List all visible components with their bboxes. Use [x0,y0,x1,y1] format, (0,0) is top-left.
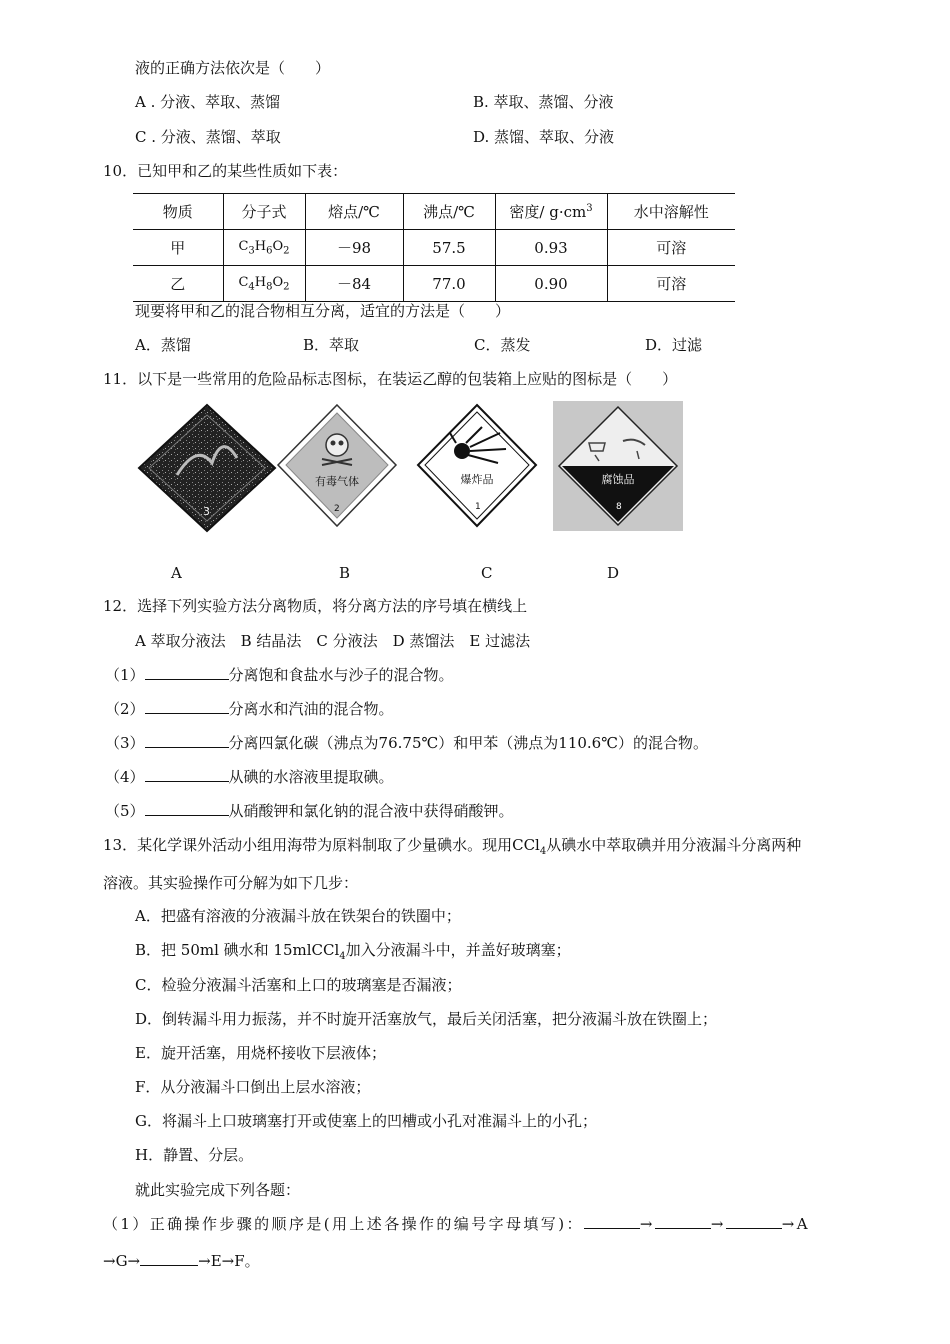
answer-blank[interactable] [584,1214,640,1229]
q12-item-2: （2） 分离水和汽油的混合物。 [105,700,394,718]
q9-option-b: B. 萃取、蒸馏、分液 [473,93,614,111]
q12-stem: 12．选择下列实验方法分离物质，将分离方法的序号填在横线上 [103,597,528,615]
cell-solubility: 可溶 [607,266,735,302]
q12-item-3: （3） 分离四氯化碳（沸点为76.75℃）和甲苯（沸点为110.6℃）的混合物。 [105,734,708,752]
q10-option-c: C．蒸发 [474,336,531,354]
cell-melting-point: －98 [305,230,403,266]
corrosive-sign-icon [553,401,683,531]
table-row [133,266,735,302]
q12-methods: A 萃取分液法 B 结晶法 C 分液法 D 蒸馏法 E 过滤法 [135,632,531,650]
answer-blank[interactable] [145,801,229,816]
q9-option-d: D. 蒸馏、萃取、分液 [473,128,615,146]
explosive-sign-icon [416,403,538,528]
q11-stem: 11．以下是一些常用的危险品标志图标，在装运乙醇的包装箱上应贴的图标是（ ） [103,370,678,388]
q13-step-g: G．将漏斗上口玻璃塞打开或使塞上的凹槽或小孔对准漏斗上的小孔； [135,1112,597,1130]
cell-name: 乙 [170,275,186,293]
cell-name: 甲 [170,239,186,257]
sign-label-d: D [607,564,620,582]
q13-step-h: H．静置、分层。 [135,1146,254,1164]
q13-stem-line2: 溶液。其实验操作可分解为如下几步： [103,874,359,892]
col-header-solubility: 水中溶解性 [607,194,735,230]
table-header-row [133,194,735,230]
answer-blank[interactable] [140,1251,198,1266]
q10-question: 现要将甲和乙的混合物相互分离，适宜的方法是（ ） [135,302,511,320]
table-row [133,230,735,266]
cell-solubility: 可溶 [607,230,735,266]
col-header-melting-point: 熔点/℃ [305,194,403,230]
properties-table [133,193,735,302]
cell-density: 0.93 [495,230,607,266]
q9-tail: 液的正确方法依次是（ ） [135,59,331,77]
q13-stem-line1: 13．某化学课外活动小组用海带为原料制取了少量碘水。现用CCl$_4$从碘水中萃取碘并用分液漏斗分离两种 [103,836,802,857]
answer-blank[interactable] [145,733,229,748]
q13-step-e: E．旋开活塞，用烧杯接收下层液体； [135,1044,386,1062]
sign-d-number: 8 [616,502,622,512]
answer-blank[interactable] [145,699,229,714]
q13-step-f: F．从分液漏斗口倒出上层水溶液； [135,1078,371,1096]
q13-step-b: B．把 50ml 碘水和 15mlCCl$_4$加入分液漏斗中，并盖好玻璃塞； [135,941,571,962]
cell-formula: $C_4H_8O_2$ [223,266,305,302]
q13-sub1-line1: （1）正确操作步骤的顺序是(用上述各操作的编号字母填写)： → → →A [103,1215,810,1233]
flammable-liquid-sign-icon [137,403,277,533]
q10-stem: 10．已知甲和乙的某些性质如下表： [103,162,348,180]
q12-item-4: （4） 从碘的水溶液里提取碘。 [105,768,394,786]
q12-item-1: （1） 分离饱和食盐水与沙子的混合物。 [105,666,454,684]
cell-density: 0.90 [495,266,607,302]
q13-step-d: D．倒转漏斗用力振荡，并不时旋开活塞放气，最后关闭活塞，把分液漏斗放在铁圈上； [135,1010,718,1028]
cell-melting-point: －84 [305,266,403,302]
q13-step-c: C．检验分液漏斗活塞和上口的玻璃塞是否漏液； [135,976,462,994]
col-header-formula: 分子式 [223,194,305,230]
sign-b-text: 有毒气体 [315,475,359,488]
q9-option-c: C . 分液、蒸馏、萃取 [135,128,281,146]
sign-c-number: 1 [475,502,481,512]
col-header-density: 密度/ $g\cdot cm^3$ [495,194,607,230]
answer-blank[interactable] [145,665,229,680]
q10-option-b: B．萃取 [303,336,360,354]
q13-sub1-line2: →G→ →E→F。 [103,1252,260,1270]
q13-instruction: 就此实验完成下列各题： [135,1181,301,1199]
cell-boiling-point: 77.0 [403,266,495,302]
sign-d-text: 腐蚀品 [601,473,635,486]
sign-c-text: 爆炸品 [460,473,494,486]
q12-item-5: （5） 从硝酸钾和氯化钠的混合液中获得硝酸钾。 [105,802,514,820]
cell-boiling-point: 57.5 [403,230,495,266]
sign-label-c: C [481,564,493,582]
q13-step-a: A．把盛有溶液的分液漏斗放在铁架台的铁圈中； [135,907,461,925]
sign-label-b: B [339,564,351,582]
q10-option-d: D．过滤 [645,336,703,354]
answer-blank[interactable] [145,767,229,782]
answer-blank[interactable] [726,1214,782,1229]
col-header-boiling-point: 沸点/℃ [403,194,495,230]
cell-formula: $C_3H_6O_2$ [223,230,305,266]
answer-blank[interactable] [655,1214,711,1229]
q9-option-a: A . 分液、萃取、蒸馏 [135,93,281,111]
q10-option-a: A．蒸馏 [135,336,191,354]
sign-a-number: 3 [203,505,210,518]
sign-label-a: A [171,564,182,582]
col-header-substance: 物质 [162,203,193,221]
toxic-gas-sign-icon [276,403,398,528]
sign-b-number: 2 [334,504,340,514]
